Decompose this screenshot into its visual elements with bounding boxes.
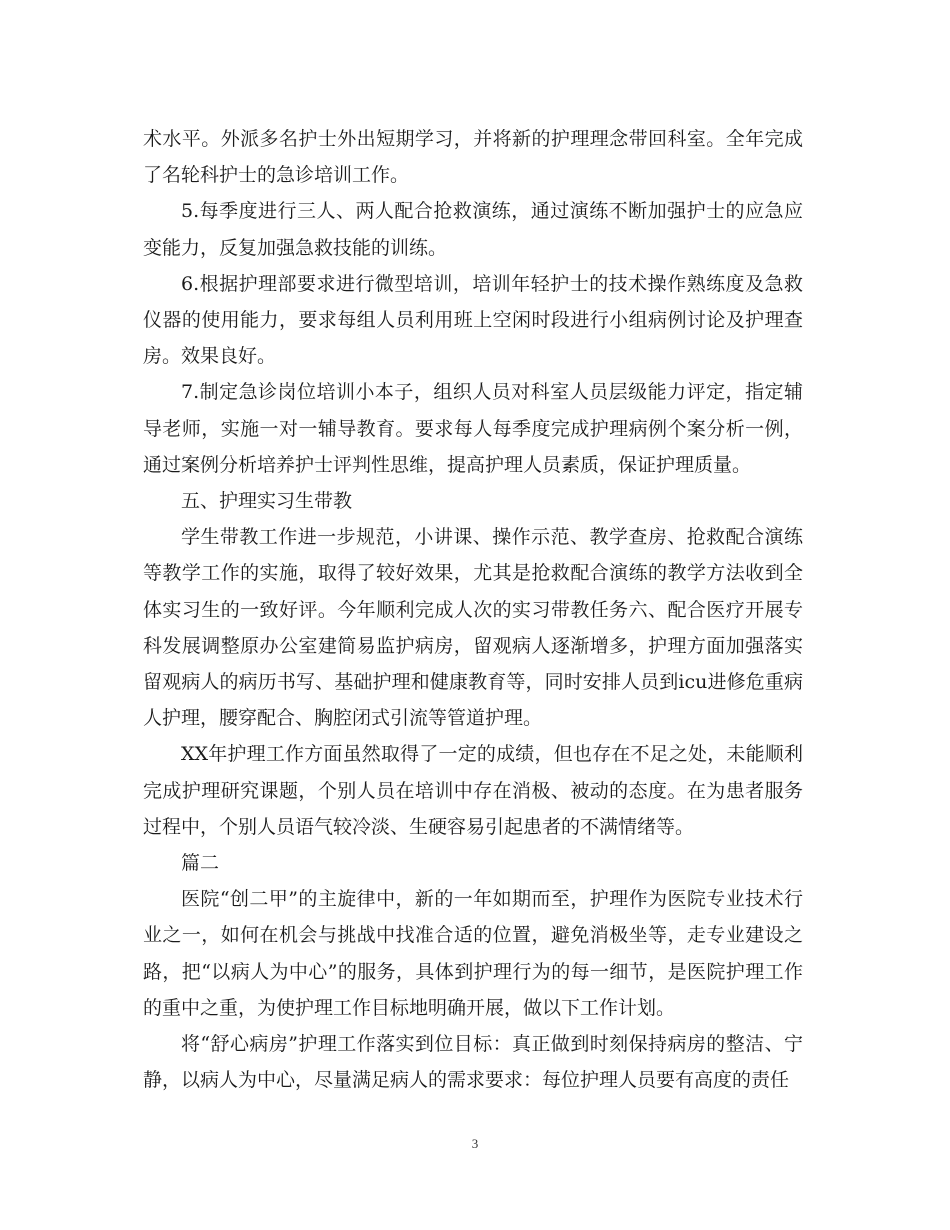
page-number: 3	[471, 1136, 479, 1151]
paragraph-4: 7.制定急诊岗位培训小本子，组织人员对科室人员层级能力评定，指定辅导老师，实施一对一辅导教育。要求每人每季度完成护理病例个案分析一例，通过案例分析培养护士评判性思维，提高护理人员素质，保证护理质量。	[143, 381, 803, 476]
paragraph-6: XX年护理工作方面虽然取得了一定的成绩，但也存在不足之处，未能顺利完成护理研究课题，个别人员在培训中存在消极、被动的态度。在为患者服务过程中，个别人员语气较冷淡、生硬容易引起患者的不满情绪等。	[143, 743, 803, 838]
chapter-heading: 篇二	[181, 852, 220, 875]
paragraph-7: 医院“创二甲”的主旋律中，新的一年如期而至，护理作为医院专业技术行业之一，如何在机会与挑战中找准合适的位置，避免消极坐等，走专业建设之路，把“以病人为中心”的服务，具体到护理行为的每一细节，是医院护理工作的重中之重，为使护理工作目标地明确开展，做以下工作计划。	[143, 888, 803, 1019]
paragraph-2: 5.每季度进行三人、两人配合抢救演练，通过演练不断加强护士的应急应变能力，反复加强急救技能的训练。	[143, 200, 803, 259]
section-heading: 五、护理实习生带教	[181, 490, 353, 513]
document-body	[143, 121, 803, 1098]
paragraph-5: 学生带教工作进一步规范，小讲课、操作示范、教学查房、抢救配合演练等教学工作的实施，取得了较好效果，尤其是抢救配合演练的教学方法收到全体实习生的一致好评。今年顺利完成人次的实习带教任务六、配合医疗开展专科发展调整原办公室建简易监护病房，留观病人逐渐增多，护理方面加强落实留观病人的病历书写、基础护理和健康教育等，同时安排人员到icu进修危重病人护理，腰穿配合、胸腔闭式引流等管道护理。	[143, 526, 803, 730]
paragraph-3: 6.根据护理部要求进行微型培训，培训年轻护士的技术操作熟练度及急救仪器的使用能力，要求每组人员利用班上空闲时段进行小组病例讨论及护理查房。效果良好。	[143, 272, 803, 368]
paragraph-8: 将“舒心病房”护理工作落实到位目标：真正做到时刻保持病房的整洁、宁静，以病人为中心，尽量满足病人的需求要求：每位护理人员要有高度的责任	[143, 1033, 803, 1092]
paragraph-1: 术水平。外派多名护士外出短期学习，并将新的护理理念带回科室。全年完成了名轮科护士的急诊培训工作。	[143, 128, 803, 187]
